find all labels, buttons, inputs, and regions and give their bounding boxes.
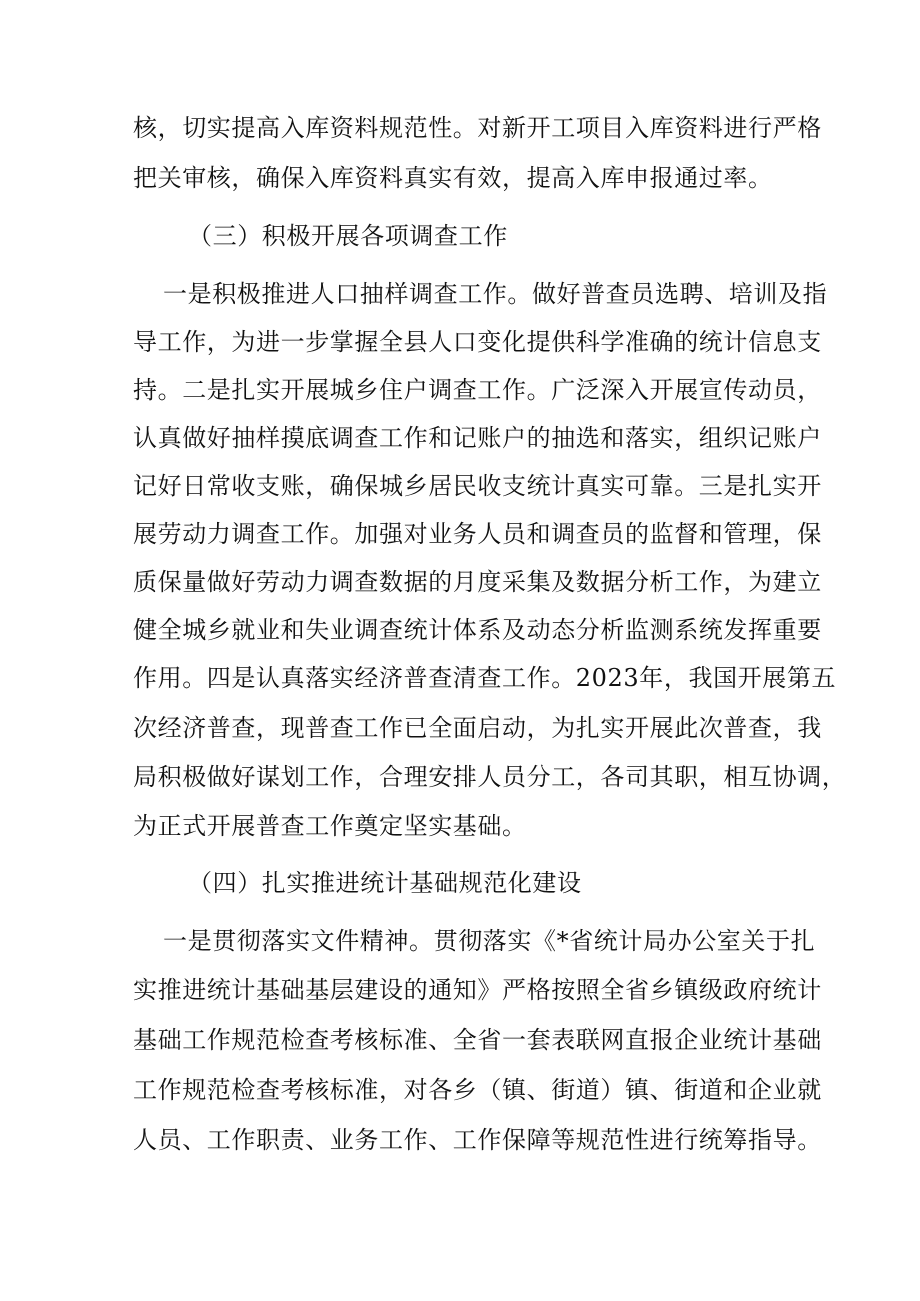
body-text-line: 核，切实提高入库资料规范性。对新开工项目入库资料进行严格 (133, 114, 822, 142)
body-text-line: 次经济普查，现普查工作已全面启动，为扎实开展此次普查，我 (133, 714, 822, 742)
body-text-line: 人员、工作职责、业务工作、工作保障等规范性进行统筹指导。 (133, 1126, 822, 1154)
body-text-line: 导工作，为进一步掌握全县人口变化提供科学准确的统计信息支 (133, 328, 822, 356)
body-text-line: 基础工作规范检查考核标准、全省一套表联网直报企业统计基础 (133, 1026, 822, 1054)
section-heading-4: （四）扎实推进统计基础规范化建设 (188, 869, 582, 897)
paragraph-start-line: 一是积极推进人口抽样调查工作。做好普查员选聘、培训及指 (163, 280, 828, 308)
body-text-line: 认真做好抽样摸底调查工作和记账户的抽选和落实，组织记账户 (133, 424, 822, 452)
section-heading-3: （三）积极开展各项调查工作 (188, 222, 508, 250)
body-text-line: 展劳动力调查工作。加强对业务人员和调查员的监督和管理，保 (133, 520, 822, 548)
body-text-line: 为正式开展普查工作奠定坚实基础。 (133, 812, 527, 840)
body-text-line: 局积极做好谋划工作，合理安排人员分工，各司其职，相互协调， (133, 763, 847, 791)
paragraph-start-line: 一是贯彻落实文件精神。贯彻落实《*省统计局办公室关于扎 (163, 927, 816, 955)
body-text-line: 持。二是扎实开展城乡住户调查工作。广泛深入开展宣传动员， (133, 376, 822, 404)
body-text-line: 实推进统计基础基层建设的通知》严格按照全省乡镇级政府统计 (133, 976, 822, 1004)
body-text-line: 质保量做好劳动力调查数据的月度采集及数据分析工作，为建立 (133, 568, 822, 596)
body-text-line: 作用。四是认真落实经济普查清查工作。2023年，我国开展第五 (133, 664, 837, 692)
body-text-line: 健全城乡就业和失业调查统计体系及动态分析监测系统发挥重要 (133, 616, 822, 644)
body-text-line: 工作规范检查考核标准，对各乡（镇、街道）镇、街道和企业就 (133, 1076, 822, 1104)
body-text-line: 把关审核，确保入库资料真实有效，提高入库申报通过率。 (133, 164, 773, 192)
body-text-line: 记好日常收支账，确保城乡居民收支统计真实可靠。三是扎实开 (133, 472, 822, 500)
